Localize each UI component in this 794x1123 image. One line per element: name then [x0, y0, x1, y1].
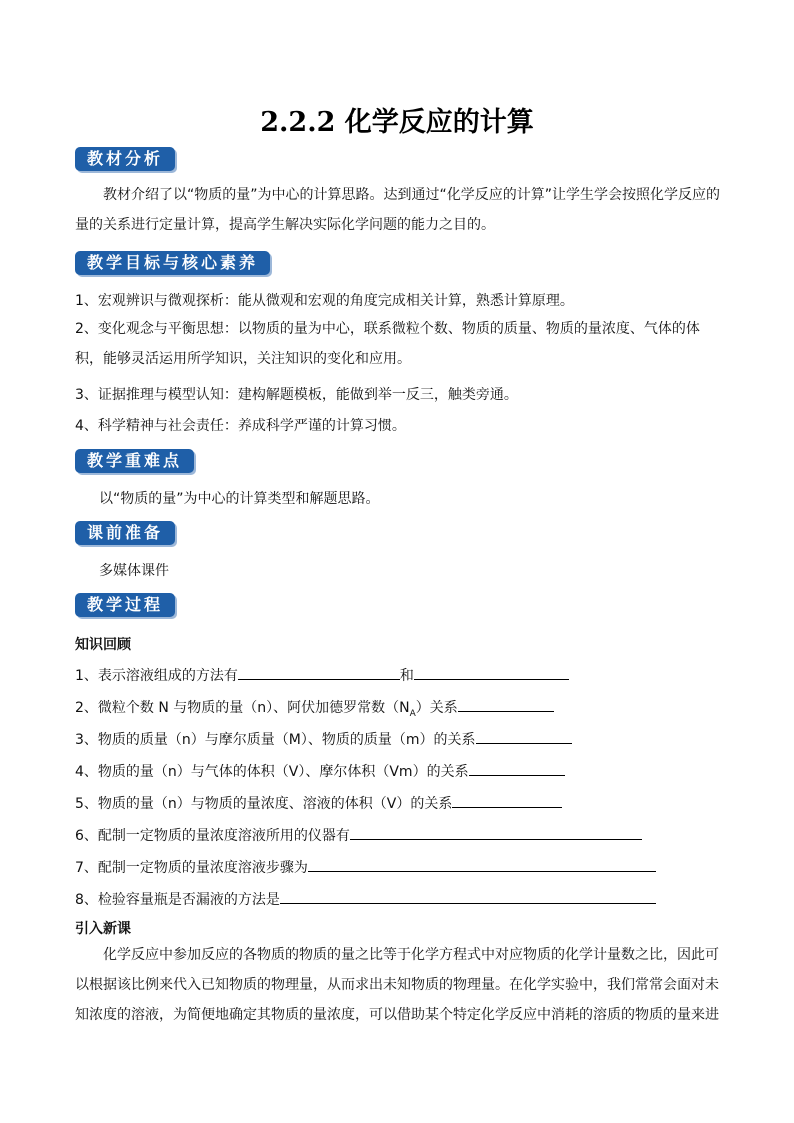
section-badge-prep: 课前准备 — [75, 521, 175, 545]
answer-blank[interactable] — [476, 729, 572, 744]
answer-blank[interactable] — [308, 857, 656, 872]
review-heading: 知识回顾 — [75, 637, 131, 653]
review-question-7: 7、配制一定物质的量浓度溶液步骤为 — [75, 857, 656, 877]
answer-blank[interactable] — [458, 697, 554, 712]
analysis-paragraph: 教材介绍了以“物质的量”为中心的计算思路。达到通过“化学反应的计算”让学生学会按照化学反应的量的关系进行定量计算，提高学生解决实际化学问题的能力之目的。 — [75, 187, 721, 233]
section-badge-goals: 教学目标与核心素养 — [75, 251, 270, 275]
page-title: 2.2.2 化学反应的计算 — [260, 107, 534, 138]
prep-text: 多媒体课件 — [99, 563, 169, 579]
review-question-8: 8、检验容量瓶是否漏液的方法是 — [75, 889, 656, 909]
answer-blank[interactable] — [414, 665, 569, 680]
review-question-6: 6、配制一定物质的量浓度溶液所用的仪器有 — [75, 825, 642, 845]
goal-item-3: 3、证据推理与模型认知：建构解题模板，能做到举一反三，触类旁通。 — [75, 387, 518, 403]
review-question-1: 1、表示溶液组成的方法有 和 — [75, 665, 569, 685]
section-badge-process: 教学过程 — [75, 593, 175, 617]
answer-blank[interactable] — [350, 825, 642, 840]
section-badge-keypoints: 教学重难点 — [75, 449, 194, 473]
answer-blank[interactable] — [238, 665, 400, 680]
review-question-2: 2、微粒个数 N 与物质的量（n）、阿伏加德罗常数$(N_A)$关系 — [75, 697, 554, 719]
intro-paragraph: 化学反应中参加反应的各物质的物质的量之比等于化学方程式中对应物质的化学计量数之比，因此可以根据该比例来代入已知物质的物理量，从而求出未知物质的物理量。在化学实验中，我们常常会面对未知浓度的溶液，为简便地确定其物质的量浓度，可以借助某个特定化学反应中消耗的溶质的物质的量来进 — [75, 947, 719, 1023]
section-badge-analysis: 教材分析 — [75, 147, 175, 171]
keypoints-text: 以“物质的量”为中心的计算类型和解题思路。 — [99, 491, 380, 507]
review-question-4: 4、物质的量（n）与气体的体积（V）、摩尔体积（Vm）的关系 — [75, 761, 565, 781]
answer-blank[interactable] — [469, 761, 565, 776]
answer-blank[interactable] — [280, 889, 656, 904]
review-question-3: 3、物质的质量（n）与摩尔质量（M）、物质的质量（m）的关系 — [75, 729, 572, 749]
answer-blank[interactable] — [452, 793, 562, 808]
intro-heading: 引入新课 — [75, 921, 131, 937]
review-question-5: 5、物质的量（n）与物质的量浓度、溶液的体积（V）的关系 — [75, 793, 562, 813]
goal-item-2: 2、变化观念与平衡思想：以物质的量为中心，联系微粒个数、物质的质量、物质的量浓度、气体的体积，能够灵活运用所学知识，关注知识的变化和应用。 — [75, 321, 700, 367]
goal-item-4: 4、科学精神与社会责任：养成科学严谨的计算习惯。 — [75, 418, 406, 434]
goal-item-1: 1、宏观辨识与微观探析：能从微观和宏观的角度完成相关计算，熟悉计算原理。 — [75, 293, 574, 309]
